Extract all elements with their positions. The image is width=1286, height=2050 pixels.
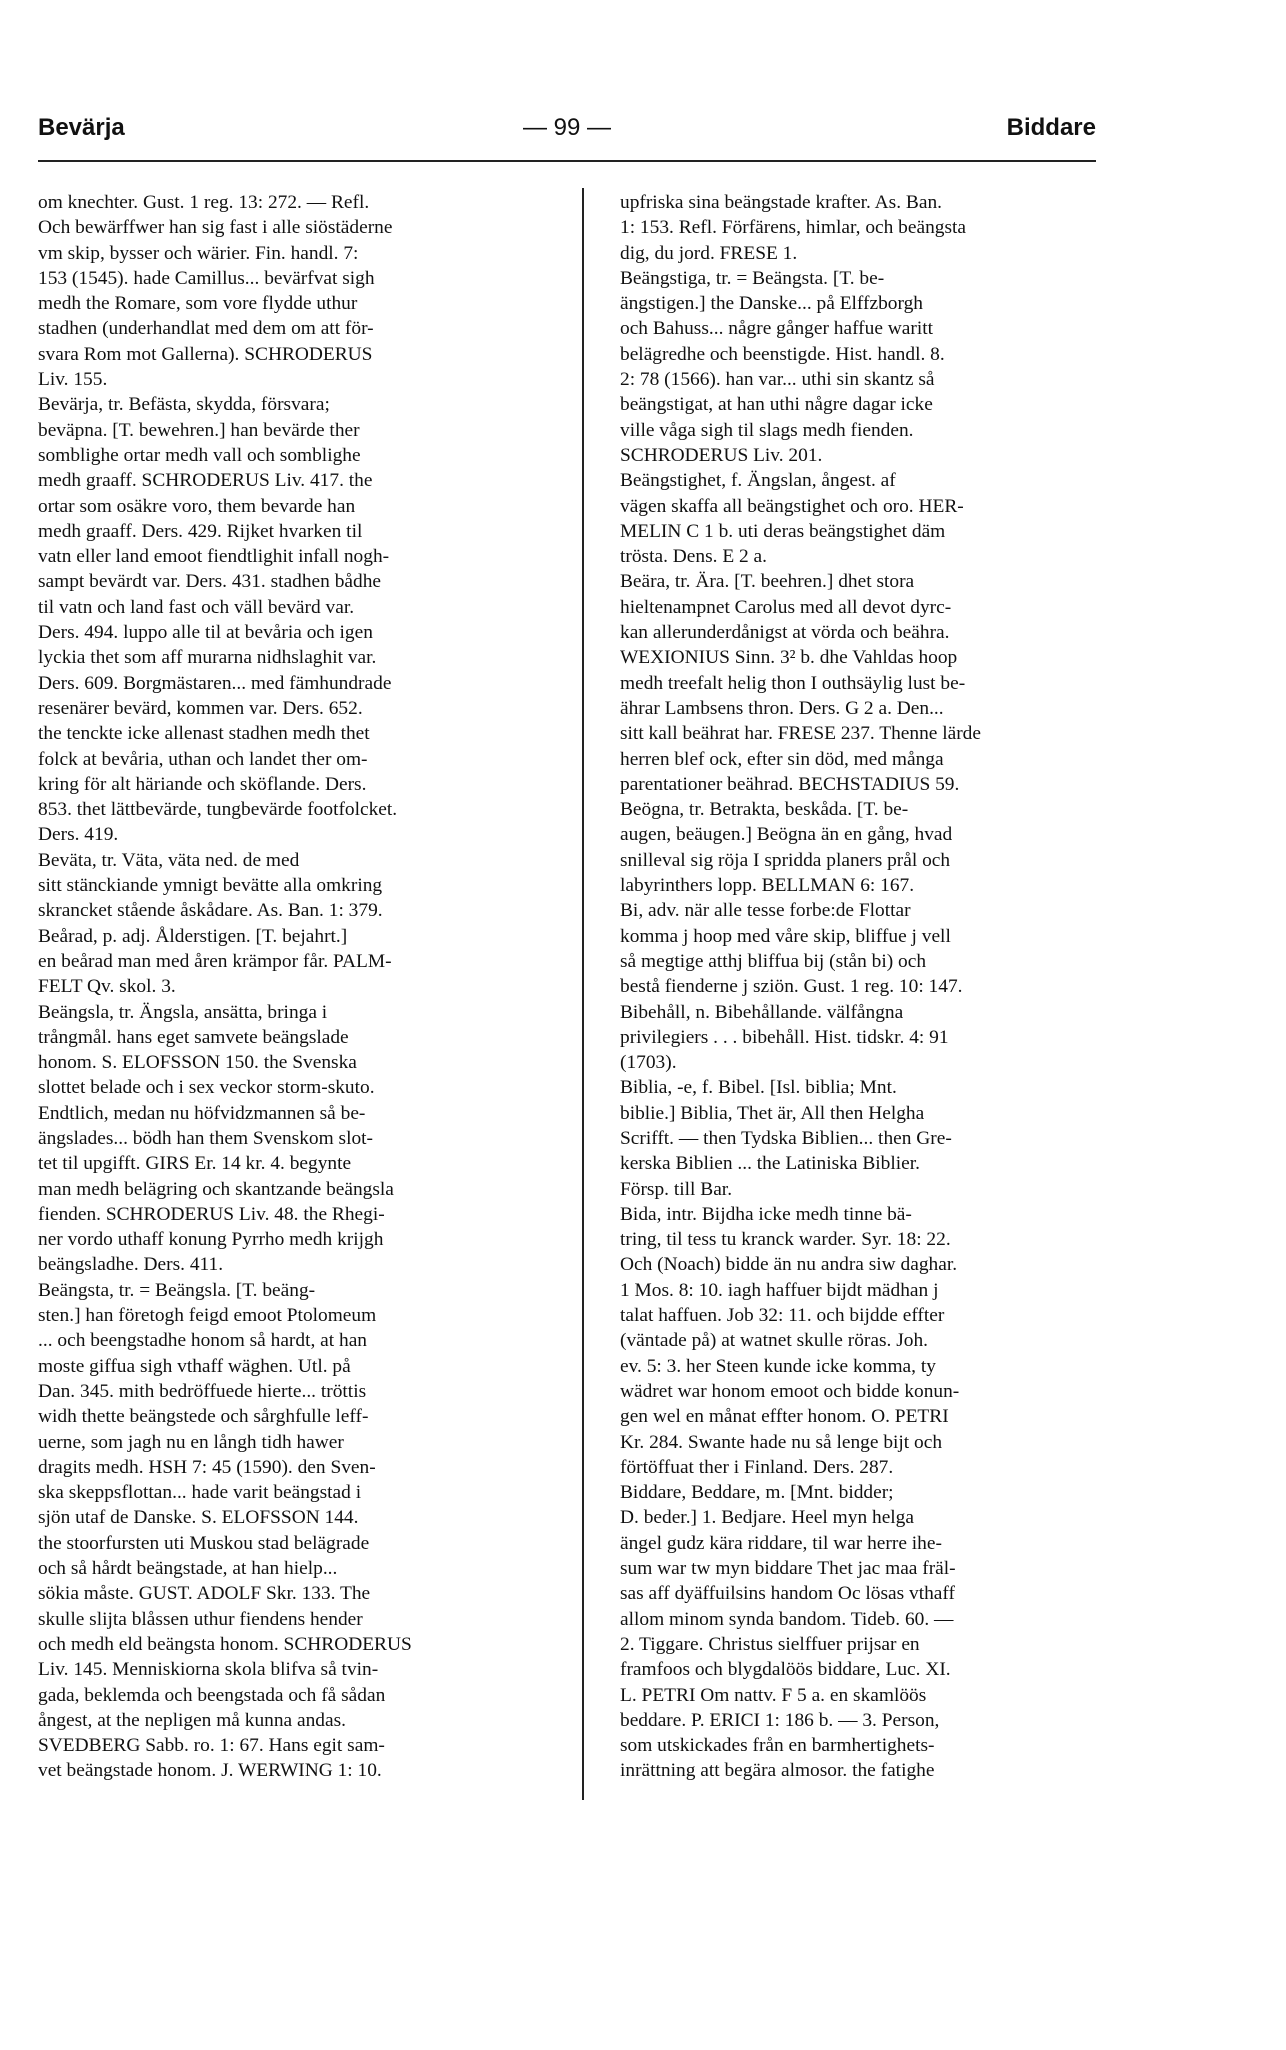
text-line: ängel gudz kära riddare, til war herre ihe-	[620, 1532, 942, 1554]
header-left-word: Bevärja	[38, 114, 125, 141]
text-line: bestå fienderne j sziön. Gust. 1 reg. 10: 147.	[620, 976, 963, 998]
text-line: ährar Lambsens thron. Ders. G 2 a. Den...	[620, 697, 944, 719]
text-line: (1703).	[620, 1052, 677, 1074]
text-line: vm skip, bysser och wärier. Fin. handl. 7:	[38, 242, 359, 264]
text-line: vet beängstade honom. J. WERWING 1: 10.	[38, 1760, 382, 1782]
header-rule	[38, 160, 1096, 162]
text-line: beängsladhe. Ders. 411.	[38, 1254, 224, 1276]
text-line: och så hårdt beängstade, at han hielp...	[38, 1558, 338, 1580]
text-line: vägen skaffa all beängstighet och oro. HER-	[620, 495, 964, 517]
text-line: 2. Tiggare. Christus sielffuer prijsar en	[620, 1633, 920, 1655]
text-line: upfriska sina beängstade krafter. As. Ban.	[620, 192, 943, 213]
text-line: Ders. 419.	[38, 824, 119, 846]
text-line: om knechter. Gust. 1 reg. 13: 272. — Refl.	[38, 192, 370, 213]
text-line: belägredhe och beenstigde. Hist. handl. 8.	[620, 343, 945, 365]
text-line: Ders. 609. Borgmästaren... med fämhundrade	[38, 672, 392, 694]
text-line: sjön utaf de Danske. S. ELOFSSON 144.	[38, 1507, 359, 1529]
text-line: dragits medh. HSH 7: 45 (1590). den Sven-	[38, 1456, 376, 1478]
text-line: L. PETRI Om nattv. F 5 a. en skamlöös	[620, 1684, 927, 1706]
text-line: allom minom synda bandom. Tideb. 60. —	[620, 1608, 954, 1630]
text-line: trösta. Dens. E 2 a.	[620, 546, 768, 568]
text-line: uerne, som jagh nu en långh tidh hawer	[38, 1431, 344, 1453]
text-line: ner vordo uthaff konung Pyrrho medh krijgh	[38, 1229, 384, 1251]
column-divider	[582, 188, 584, 1800]
text-line: beväpna. [T. bewehren.] han bevärde ther	[38, 419, 360, 441]
text-line: man medh belägring och skantzande beängsla	[38, 1178, 394, 1200]
text-line: skrancket stående åskådare. As. Ban. 1: 379.	[38, 900, 383, 922]
text-line: gen wel en månat effter honom. O. PETRI	[620, 1406, 949, 1428]
text-line: resenärer bevärd, kommen var. Ders. 652.	[38, 697, 363, 719]
text-line: sas aff dyäffuilsins handom Oc lösas vthaff	[620, 1583, 955, 1605]
text-line: Försp. till Bar.	[620, 1178, 733, 1200]
text-line: Endtlich, medan nu höfvidzmannen så be-	[38, 1102, 366, 1124]
text-line: och medh eld beängsta honom. SCHRODERUS	[38, 1633, 412, 1655]
text-line: augen, beäugen.] Beögna än en gång, hvad	[620, 824, 953, 846]
header-right-word: Biddare	[1006, 114, 1096, 141]
text-line: sum war tw myn biddare Thet jac maa fräl-	[620, 1558, 956, 1580]
text-line: ängstigen.] the Danske... på Elffzborgh	[620, 293, 923, 315]
text-line: skulle slijta blåssen uthur fiendens hender	[38, 1608, 363, 1630]
text-line: Dan. 345. mith bedröffuede hierte... tröttis	[38, 1380, 367, 1402]
text-line: beddare. P. ERICI 1: 186 b. — 3. Person,	[620, 1709, 940, 1731]
text-line: dig, du jord. FRESE 1.	[620, 242, 798, 264]
text-line: 853. thet lättbevärde, tungbevärde footfolcket.	[38, 799, 398, 821]
text-line: Beängstiga, tr. = Beängsta. [T. be-	[620, 267, 885, 289]
text-line: ängslades... bödh han them Svenskom slot-	[38, 1127, 373, 1149]
text-line: FELT Qv. skol. 3.	[38, 976, 176, 998]
text-line: och Bahuss... någre gånger haffue waritt	[620, 318, 934, 340]
text-line: labyrinthers lopp. BELLMAN 6: 167.	[620, 875, 915, 897]
text-line: ska skeppsflottan... hade varit beängstad i	[38, 1482, 362, 1504]
text-line: the stoorfursten uti Muskou stad belägrade	[38, 1532, 370, 1554]
text-line: beängstigat, at han uthi någre dagar icke	[620, 394, 933, 416]
text-line: fienden. SCHRODERUS Liv. 48. the Rhegi-	[38, 1203, 385, 1225]
text-line: widh thette beängstede och sårghfulle leff-	[38, 1406, 369, 1428]
text-line: medh treefalt helig thon I outhsäylig lust be-	[620, 672, 966, 694]
text-line: Beängstighet, f. Ängslan, ångest. af	[620, 470, 896, 492]
page-number: — 99 —	[522, 114, 612, 141]
text-line: Liv. 155.	[38, 369, 108, 391]
text-line: Scrifft. — then Tydska Biblien... then Gre-	[620, 1127, 952, 1149]
text-line: Och (Noach) bidde än nu andra siw daghar.	[620, 1254, 958, 1276]
text-line: sitt kall beährat har. FRESE 237. Thenne lärde	[620, 723, 981, 745]
text-line: tet til upgifft. GIRS Er. 14 kr. 4. begynte	[38, 1153, 352, 1175]
text-line: privilegiers . . . bibehåll. Hist. tidskr. 4: 91	[620, 1026, 949, 1048]
text-line: Beängsla, tr. Ängsla, ansätta, bringa i	[38, 1001, 328, 1023]
text-line: (väntade på) at watnet skulle röras. Joh.	[620, 1330, 928, 1352]
text-line: stadhen (underhandlat med dem om att för-	[38, 318, 374, 340]
text-line: somblighe ortar medh vall och somblighe	[38, 444, 361, 466]
text-line: vatn eller land emoot fiendtlighit infall nogh-	[38, 546, 390, 568]
right-column	[620, 190, 1120, 1784]
text-line: SCHRODERUS Liv. 201.	[620, 444, 823, 466]
text-line: 153 (1545). hade Camillus... bevärfvat sigh	[38, 267, 375, 289]
text-line: moste giffua sigh vthaff wäghen. Utl. på	[38, 1355, 351, 1377]
text-line: D. beder.] 1. Bedjare. Heel myn helga	[620, 1507, 914, 1529]
text-line: 2: 78 (1566). han var... uthi sin skantz så	[620, 369, 935, 391]
text-line: en beårad man med åren krämpor får. PALM-	[38, 950, 392, 972]
text-line: snilleval sig röja I spridda planers prål och	[620, 849, 951, 871]
text-line: komma j hoop med våre skip, bliffue j vell	[620, 925, 951, 947]
text-line: Ders. 494. luppo alle til at bevåria och igen	[38, 622, 373, 644]
text-line: som utskickades från en barmhertighets-	[620, 1735, 935, 1757]
text-line: Bibehåll, n. Bibehållande. välfångna	[620, 1001, 904, 1023]
text-line: medh graaff. SCHRODERUS Liv. 417. the	[38, 470, 373, 492]
text-line: Och bewärffwer han sig fast i alle siöstäderne	[38, 217, 393, 239]
text-line: biblie.] Biblia, Thet är, All then Helgha	[620, 1102, 925, 1124]
text-line: 1 Mos. 8: 10. iagh haffuer bijdt mädhan j	[620, 1279, 939, 1301]
text-line: honom. S. ELOFSSON 150. the Svenska	[38, 1052, 357, 1074]
text-line: ville våga sigh til slags medh fienden.	[620, 419, 914, 441]
text-line: Bi, adv. när alle tesse forbe:de Flottar	[620, 900, 911, 922]
text-line: parentationer beährad. BECHSTADIUS 59.	[620, 773, 960, 795]
text-line: herren blef ock, efter sin död, med många	[620, 748, 944, 770]
text-line: svara Rom mot Gallerna). SCHRODERUS	[38, 343, 373, 365]
text-line: ev. 5: 3. her Steen kunde icke komma, ty	[620, 1355, 936, 1377]
text-line: SVEDBERG Sabb. ro. 1: 67. Hans egit sam-	[38, 1735, 385, 1757]
text-line: Beväta, tr. Väta, väta ned. de med	[38, 849, 300, 871]
text-line: Beängsta, tr. = Beängsla. [T. beäng-	[38, 1279, 316, 1301]
text-line: inrättning att begära almosor. the fatighe	[620, 1760, 935, 1782]
text-line: tring, til tess tu kranck warder. Syr. 18: 22.	[620, 1229, 951, 1251]
text-line: kring för alt häriande och sköflande. Ders.	[38, 773, 367, 795]
text-line: kerska Biblien ... the Latiniska Biblier.	[620, 1153, 920, 1175]
text-line: medh the Romare, som vore flydde uthur	[38, 293, 358, 315]
text-line: Liv. 145. Menniskiorna skola blifva så tvin-	[38, 1659, 379, 1681]
text-line: gada, beklemda och beengstada och få sådan	[38, 1684, 386, 1706]
text-line: Bevärja, tr. Befästa, skydda, försvara;	[38, 394, 330, 416]
text-line: förtöffuat ther i Finland. Ders. 287.	[620, 1456, 894, 1478]
text-line: medh graaff. Ders. 429. Rijket hvarken til	[38, 520, 363, 542]
text-line: slottet belade och i sex veckor storm-skuto.	[38, 1077, 375, 1099]
text-line: framfoos och blygdalöös biddare, Luc. XI.	[620, 1659, 951, 1681]
text-line: 1: 153. Refl. Förfärens, himlar, och beängsta	[620, 217, 967, 239]
text-line: sitt stänckiande ymnigt bevätte alla omkring	[38, 875, 383, 897]
text-line: Beårad, p. adj. Ålderstigen. [T. bejahrt.]	[38, 925, 348, 947]
text-line: Biddare, Beddare, m. [Mnt. bidder;	[620, 1482, 894, 1504]
page-header	[38, 114, 1096, 154]
text-line: sampt bevärdt var. Ders. 431. stadhen bådhe	[38, 571, 382, 593]
text-line: Biblia, -e, f. Bibel. [Isl. biblia; Mnt.	[620, 1077, 897, 1099]
text-line: ångest, at the nepligen må kunna andas.	[38, 1709, 346, 1731]
text-line: MELIN C 1 b. uti deras beängstighet däm	[620, 520, 946, 542]
text-line: ... och beengstadhe honom så hardt, at han	[38, 1330, 368, 1352]
text-line: lyckia thet som aff murarna nidhslaghit var.	[38, 647, 377, 669]
text-line: talat haffuen. Job 32: 11. och bijdde effter	[620, 1305, 945, 1327]
text-line: Bida, intr. Bijdha icke medh tinne bä-	[620, 1203, 912, 1225]
text-line: Kr. 284. Swante hade nu så lenge bijt och	[620, 1431, 943, 1453]
text-line: the tenckte icke allenast stadhen medh thet	[38, 723, 370, 745]
left-column	[38, 190, 558, 1784]
text-line: ortar som osäkre voro, them bevarde han	[38, 495, 356, 517]
text-line: folck at bevåria, uthan och landet ther om-	[38, 748, 368, 770]
text-line: til vatn och land fast och väll bevärd var.	[38, 596, 355, 618]
text-line: kan allerunderdånigst at vörda och beähra.	[620, 622, 950, 644]
text-line: wädret war honom emoot och bidde konun-	[620, 1380, 960, 1402]
text-line: trångmål. hans eget samvete beängslade	[38, 1026, 349, 1048]
text-line: sökia måste. GUST. ADOLF Skr. 133. The	[38, 1583, 371, 1605]
text-line: sten.] han företogh feigd emoot Ptolomeum	[38, 1305, 377, 1327]
text-line: Beära, tr. Ära. [T. beehren.] dhet stora	[620, 571, 915, 593]
text-line: hieltenampnet Carolus med all devot dyrc-	[620, 596, 952, 618]
text-line: WEXIONIUS Sinn. 3² b. dhe Vahldas hoop	[620, 647, 958, 669]
text-line: Beögna, tr. Betrakta, beskåda. [T. be-	[620, 799, 909, 821]
text-line: så megtige atthj bliffua bij (stån bi) och	[620, 950, 927, 972]
